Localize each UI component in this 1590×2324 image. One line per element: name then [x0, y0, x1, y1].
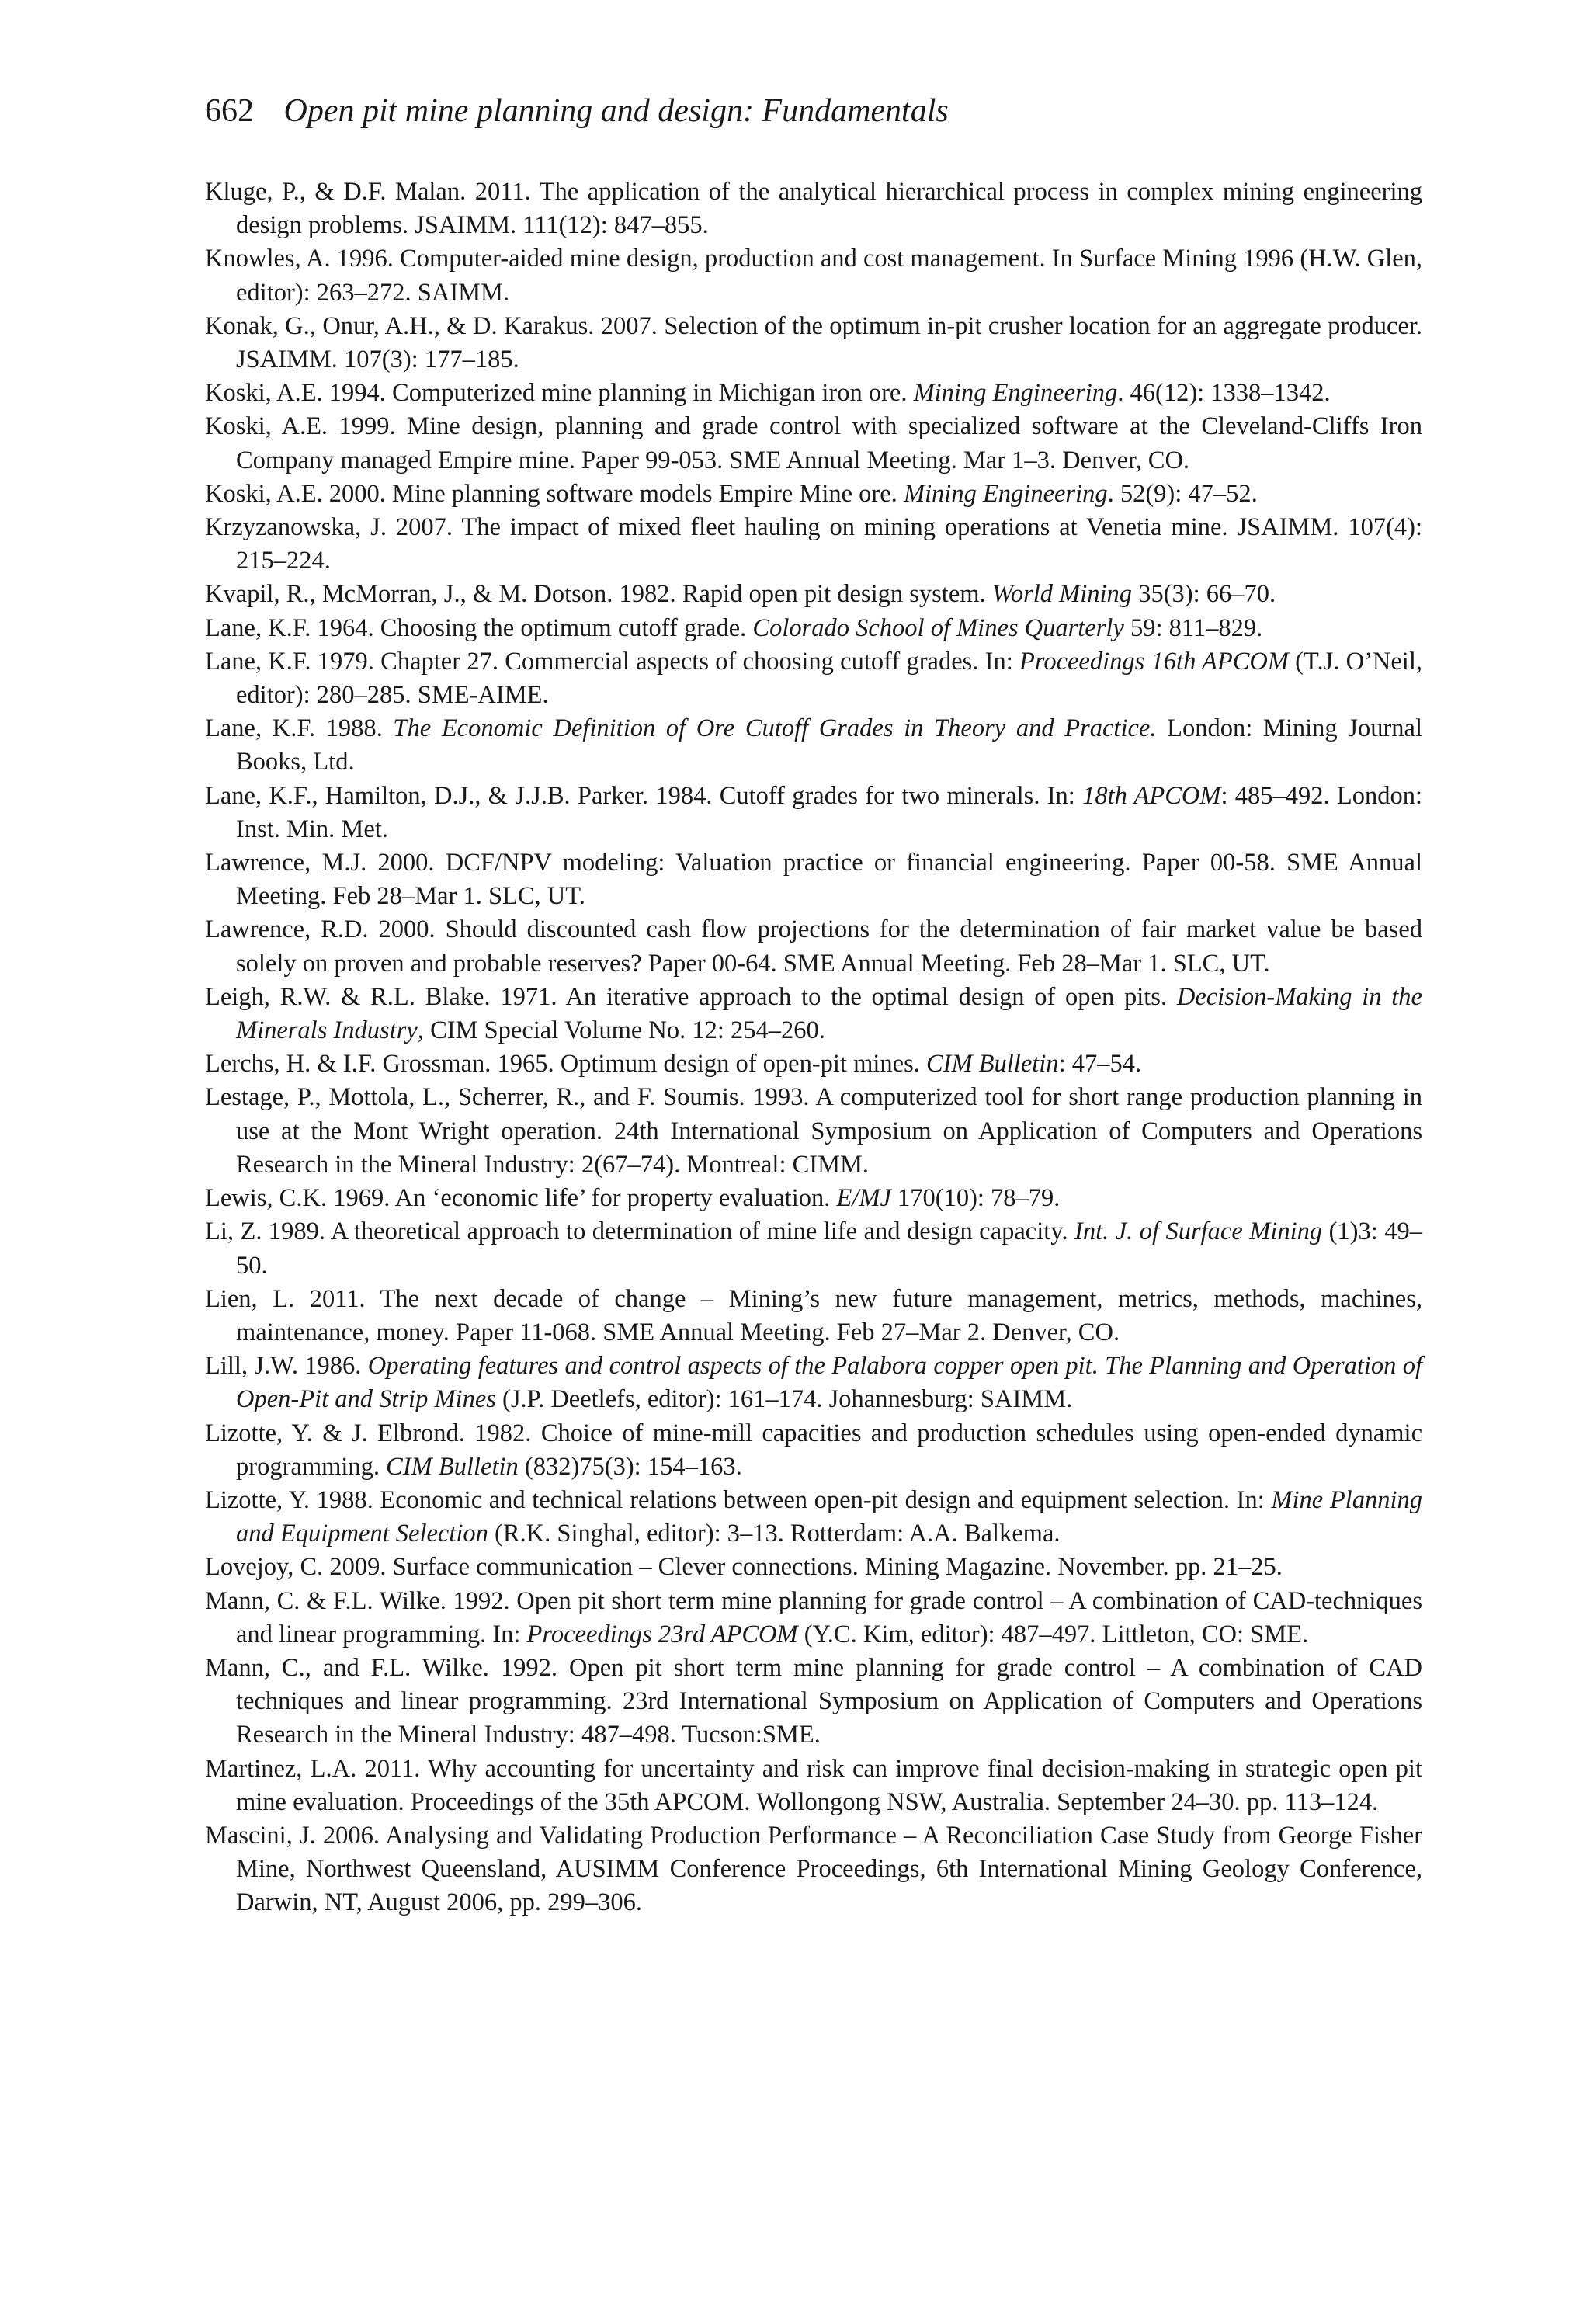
reference-italic-text: Mining Engineering: [903, 479, 1108, 508]
reference-entry: [205, 1215, 1422, 1282]
reference-text: Lizotte, Y. 1988. Economic and technical relations between open-pit design and equipment selection. In:: [205, 1485, 1272, 1514]
reference-text: Krzyzanowska, J. 2007. The impact of mixed fleet hauling on mining operations at Venetia mine. JSAIMM. 107(4): 215–224.: [205, 513, 1422, 575]
reference-italic-text: Colorado School of Mines Quarterly: [752, 613, 1124, 642]
reference-entry: [205, 410, 1422, 477]
reference-entry: [205, 780, 1422, 846]
reference-italic-text: Mine Planning and Equipment Selection: [236, 1485, 1422, 1548]
reference-text: (J.P. Deetlefs, editor): 161–174. Johannesburg: SAIMM.: [495, 1385, 1073, 1414]
reference-italic-text: Proceedings 23rd APCOM: [526, 1620, 798, 1648]
reference-list: [205, 175, 1422, 1920]
reference-text: Lizotte, Y. & J. Elbrond. 1982. Choice of mine-mill capacities and production schedules using open-ended dynamic programming.: [205, 1419, 1422, 1481]
reference-text: Lerchs, H. & I.F. Grossman. 1965. Optimum design of open-pit mines.: [205, 1050, 926, 1079]
reference-text: 35(3): 66–70.: [1132, 580, 1276, 609]
reference-text: Lawrence, M.J. 2000. DCF/NPV modeling: Valuation practice or financial engineering. Paper 00-58. SME Annual Meeting. Feb 28–Mar 1. SLC, UT.: [205, 849, 1422, 911]
reference-text: Knowles, A. 1996. Computer-aided mine design, production and cost management. In Surface Mining 1996 (H.W. Glen, editor): 263–272. SAIMM.: [205, 245, 1422, 307]
reference-entry: [205, 175, 1422, 242]
running-header: [205, 92, 949, 130]
reference-entry: [205, 377, 1422, 410]
reference-text: Lane, K.F. 1979. Chapter 27. Commercial aspects of choosing cutoff grades. In:: [205, 647, 1020, 676]
reference-text: Lawrence, R.D. 2000. Should discounted cash flow projections for the determination of fair market value be based solely on proven and probable reserves? Paper 00-64. SME Annual Meeting. Feb 28–Mar 1. SLC, UT.: [205, 915, 1422, 978]
reference-text: Lill, J.W. 1986.: [205, 1352, 368, 1381]
reference-text: (R.K. Singhal, editor): 3–13. Rotterdam: A.A. Balkema.: [488, 1520, 1061, 1548]
reference-italic-text: Int. J. of Surface Mining: [1074, 1218, 1323, 1246]
reference-entry: [205, 981, 1422, 1047]
reference-entry: [205, 1819, 1422, 1920]
reference-entry: [205, 712, 1422, 779]
reference-italic-text: 18th APCOM: [1082, 781, 1221, 810]
reference-text: Lane, K.F. 1964. Choosing the optimum cutoff grade.: [205, 613, 753, 642]
reference-entry: [205, 1585, 1422, 1652]
reference-italic-text: E/MJ: [836, 1184, 891, 1213]
reference-entry: [205, 1652, 1422, 1753]
reference-text: Lane, K.F. 1988.: [205, 714, 394, 743]
reference-text: Konak, G., Onur, A.H., & D. Karakus. 2007. Selection of the optimum in-pit crusher location for an aggregate producer. JSAIMM. 107(3): 177–185.: [205, 311, 1422, 374]
reference-text: Mascini, J. 2006. Analysing and Validating Production Performance – A Reconciliation Case Study from George Fisher Mine, Northwest Queensland, AUSIMM Conference Proceedings, 6th International Mining Geology Conference, Darwin, NT, August 2006, pp. 299–306.: [205, 1821, 1422, 1917]
reference-text: Lewis, C.K. 1969. An ‘economic life’ for property evaluation.: [205, 1184, 837, 1213]
reference-text: Mann, C., and F.L. Wilke. 1992. Open pit short term mine planning for grade control – A combination of CAD techniques and linear programming. 23rd International Symposium on Application of Computers and Operations Research in the Mineral Industry: 487–498. Tucson:SME.: [205, 1653, 1422, 1749]
reference-entry: [205, 1551, 1422, 1584]
book-title: Open pit mine planning and design: Fundamentals: [283, 93, 949, 129]
reference-italic-text: Operating features and control aspects of the Palabora copper open pit. The Planning and Operation of Open-Pit and Strip Mines: [236, 1352, 1423, 1414]
reference-text: . 46(12): 1338–1342.: [1117, 379, 1331, 408]
reference-entry: [205, 242, 1422, 309]
reference-text: Lien, L. 2011. The next decade of change – Mining’s new future management, metrics, methods, machines, maintenance, money. Paper 11-068. SME Annual Meeting. Feb 27–Mar 2. Denver, CO.: [205, 1284, 1422, 1346]
reference-entry: [205, 578, 1422, 611]
reference-entry: [205, 913, 1422, 980]
reference-italic-text: Proceedings 16th APCOM: [1019, 647, 1289, 676]
reference-text: (832)75(3): 154–163.: [518, 1452, 742, 1481]
reference-text: Lane, K.F., Hamilton, D.J., & J.J.B. Parker. 1984. Cutoff grades for two minerals. In:: [205, 781, 1083, 810]
reference-entry: [205, 310, 1422, 377]
reference-entry: [205, 1350, 1422, 1416]
reference-text: (T.J. O’Neil, editor): 280–285. SME-AIME.: [236, 647, 1422, 710]
reference-text: , CIM Special Volume No. 12: 254–260.: [417, 1016, 825, 1045]
reference-text: : 47–54.: [1058, 1050, 1142, 1079]
reference-entry: [205, 1081, 1422, 1182]
reference-text: (Y.C. Kim, editor): 487–497. Littleton, CO: SME.: [797, 1620, 1309, 1648]
reference-text: Koski, A.E. 1999. Mine design, planning and grade control with specialized software at the Cleveland-Cliffs Iron Company managed Empire mine. Paper 99-053. SME Annual Meeting. Mar 1–3. Denver, CO.: [205, 412, 1422, 474]
reference-italic-text: Decision-Making in the Minerals Industry: [236, 982, 1422, 1045]
reference-text: : 485–492. London: Inst. Min. Met.: [236, 781, 1422, 843]
reference-entry: [205, 846, 1422, 913]
reference-entry: [205, 1753, 1422, 1819]
reference-text: London: Mining Journal Books, Ltd.: [236, 714, 1422, 776]
reference-text: Koski, A.E. 1994. Computerized mine planning in Michigan iron ore.: [205, 379, 914, 408]
page-number: 662: [205, 93, 254, 129]
reference-text: Kluge, P., & D.F. Malan. 2011. The application of the analytical hierarchical process in complex mining engineering design problems. JSAIMM. 111(12): 847–855.: [205, 178, 1422, 240]
reference-text: Lovejoy, C. 2009. Surface communication – Clever connections. Mining Magazine. November. pp. 21–25.: [205, 1553, 1283, 1582]
reference-italic-text: Mining Engineering: [913, 379, 1118, 408]
reference-entry: [205, 645, 1422, 712]
reference-entry: [205, 511, 1422, 578]
reference-text: Martinez, L.A. 2011. Why accounting for uncertainty and risk can improve final decision-making in strategic open pit mine evaluation. Proceedings of the 35th APCOM. Wollongong NSW, Australia. September 24–30. pp. 113–124.: [205, 1754, 1422, 1816]
reference-entry: [205, 1484, 1422, 1551]
reference-text: (1)3: 49–50.: [236, 1218, 1422, 1280]
reference-entry: [205, 1182, 1422, 1215]
reference-text: Lestage, P., Mottola, L., Scherrer, R., and F. Soumis. 1993. A computerized tool for short range production planning in use at the Mont Wright operation. 24th International Symposium on Application of Computers and Operations Research in the Mineral Industry: 2(67–74). Montreal: CIMM.: [205, 1083, 1422, 1179]
reference-text: Kvapil, R., McMorran, J., & M. Dotson. 1982. Rapid open pit design system.: [205, 580, 992, 609]
reference-italic-text: CIM Bulletin: [386, 1452, 519, 1481]
reference-italic-text: CIM Bulletin: [925, 1050, 1059, 1079]
reference-text: Leigh, R.W. & R.L. Blake. 1971. An iterative approach to the optimal design of open pits.: [205, 982, 1177, 1011]
reference-italic-text: World Mining: [991, 580, 1133, 609]
reference-text: Mann, C. & F.L. Wilke. 1992. Open pit short term mine planning for grade control – A combination of CAD-techniques and linear programming. In:: [205, 1586, 1422, 1648]
reference-italic-text: The Economic Definition of Ore Cutoff Grades in Theory and Practice.: [393, 714, 1157, 743]
reference-text: 170(10): 78–79.: [890, 1184, 1061, 1213]
reference-entry: [205, 1417, 1422, 1484]
reference-text: Li, Z. 1989. A theoretical approach to determination of mine life and design capacity.: [205, 1218, 1075, 1246]
reference-text: . 52(9): 47–52.: [1107, 479, 1258, 508]
reference-text: 59: 811–829.: [1123, 613, 1263, 642]
reference-text: Koski, A.E. 2000. Mine planning software models Empire Mine ore.: [205, 479, 904, 508]
reference-entry: [205, 478, 1422, 511]
reference-entry: [205, 1283, 1422, 1350]
reference-entry: [205, 1047, 1422, 1081]
reference-entry: [205, 612, 1422, 645]
